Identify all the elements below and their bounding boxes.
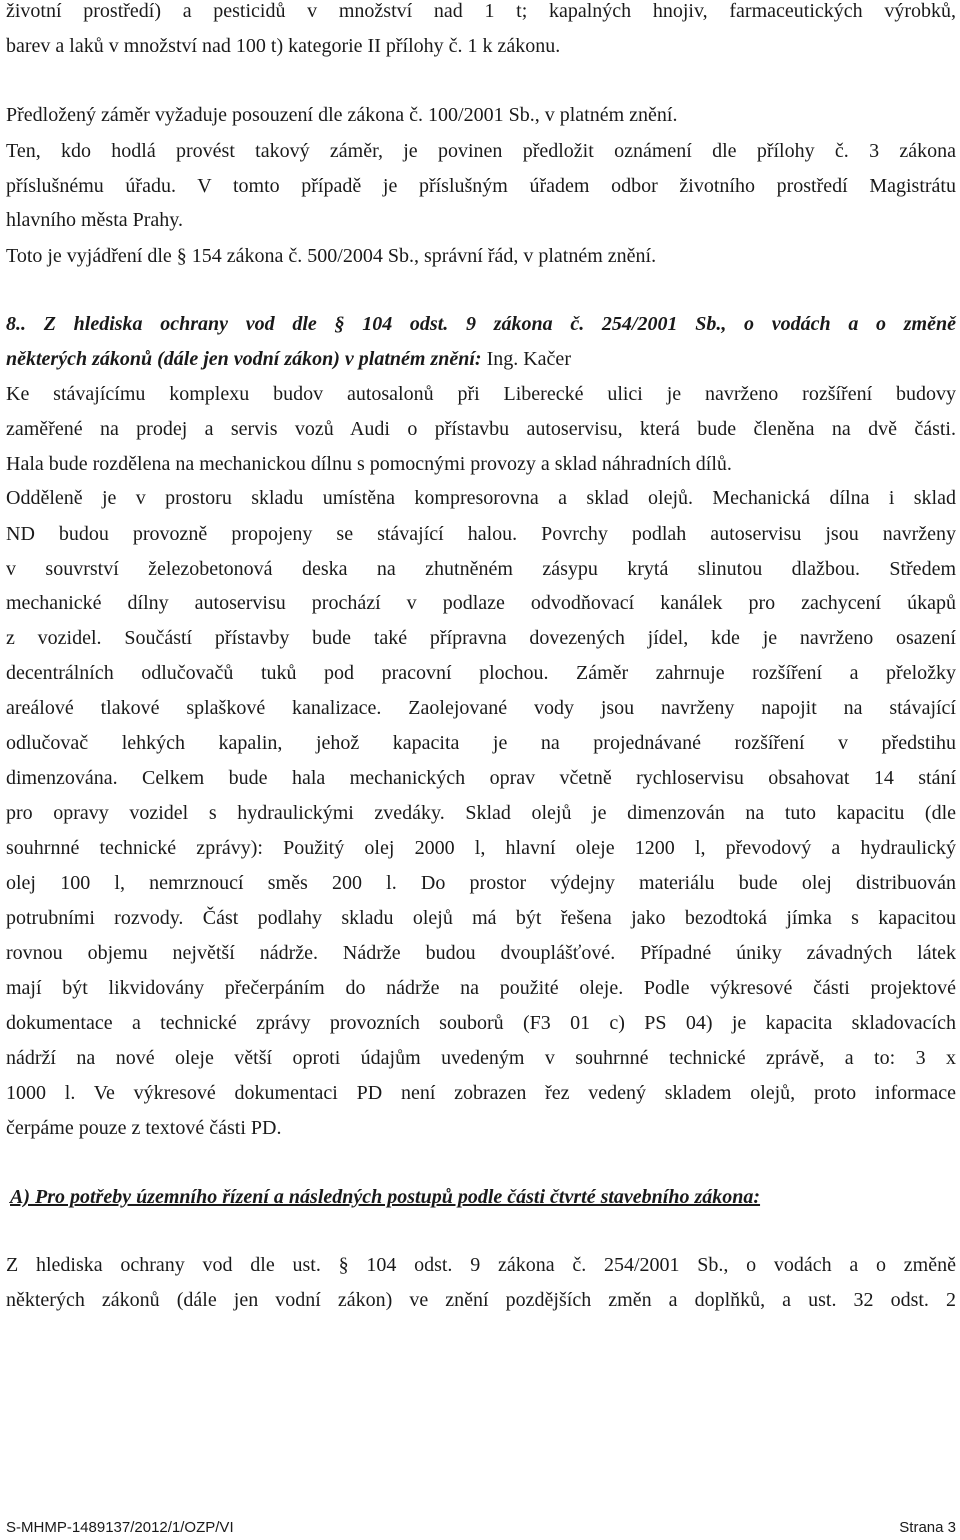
- page-footer: [6, 1519, 956, 1537]
- text-line: rovnou objemu největší nádrže. Nádrže budou dvouplášťové. Případné úniky závadných látek: [6, 942, 956, 964]
- text-line: odlučovač lehkých kapalin, jehož kapacita je na projednávané rozšíření v předstihu: [6, 732, 956, 754]
- section-heading-continued: některých zákonů (dále jen vodní zákon) v platném znění:: [6, 348, 482, 370]
- text-line: čerpáme pouze z textové části PD.: [6, 1117, 282, 1139]
- text-line: hlavního města Prahy.: [6, 209, 184, 231]
- text-line: pro opravy vozidel s hydraulickými zvedáky. Sklad olejů je dimenzován na tuto kapacitu (dle: [6, 802, 956, 824]
- text-line: areálové tlakové splaškové kanalizace. Zaolejované vody jsou navrženy napojit na stávající: [6, 697, 956, 719]
- author-name: Ing. Kačer: [481, 348, 571, 370]
- text-line: mechanické dílny autoservisu prochází v podlaze odvodňovací kanálek pro zachycení úkapů: [6, 592, 956, 614]
- text-line: mají být likvidovány přečerpáním do nádrže na použité oleje. Podle výkresové části projektové: [6, 977, 956, 999]
- text-line: Ke stávajícímu komplexu budov autosalonů při Liberecké ulici je navrženo rozšíření budovy: [6, 383, 956, 405]
- text-line: životní prostředí) a pesticidů v množství nad 1 t; kapalných hnojiv, farmaceutických výrobků,: [6, 0, 956, 22]
- text-line: nádrží na nové oleje větší oproti údajům uvedeným v souhrnné technické zprávě, a to: 3 x: [6, 1047, 956, 1069]
- text-line: dimenzována. Celkem bude hala mechanických oprav včetně rychloservisu obsahovat 14 stání: [6, 767, 956, 789]
- text-line: barev a laků v množství nad 100 t) kategorie II přílohy č. 1 k zákonu.: [6, 35, 561, 57]
- document-reference: S-MHMP-1489137/2012/1/OZP/VI: [6, 1519, 234, 1536]
- text-line: ND budou provozně propojeny se stávající halou. Povrchy podlah autoservisu jsou navrženy: [6, 523, 956, 545]
- text-line: Hala bude rozdělena na mechanickou dílnu s pomocnými provozy a sklad náhradních dílů.: [6, 453, 732, 475]
- section-a-heading: A) Pro potřeby územního řízení a následných postupů podle části čtvrté stavebního zákona:: [10, 1186, 761, 1208]
- text-line: dokumentace a technické zprávy provozních souborů (F3 01 c) PS 04) je kapacita skladovacích: [6, 1012, 956, 1034]
- text-line: Toto je vyjádření dle § 154 zákona č. 500/2004 Sb., správní řád, v platném znění.: [6, 245, 657, 267]
- section-heading-line2: [6, 346, 571, 372]
- text-line: 1000 l. Ve výkresové dokumentaci PD není zobrazen řez vedený skladem olejů, proto informace: [6, 1082, 956, 1104]
- text-line: příslušnému úřadu. V tomto případě je příslušným úřadem odbor životního prostředí Magistrátu: [6, 175, 956, 197]
- text-line: decentrálních odlučovačů tuků pod pracovní plochou. Záměr zahrnuje rozšíření a přeložky: [6, 662, 956, 684]
- text-line: potrubními rozvody. Část podlahy skladu olejů má být řešena jako bezodtoká jímka s kapacitou: [6, 907, 956, 929]
- text-line: v souvrství železobetonová deska na zhutněném zásypu krytá slinutou dlažbou. Středem: [6, 558, 956, 580]
- section-heading: 8.. Z hlediska ochrany vod dle § 104 odst. 9 zákona č. 254/2001 Sb., o vodách a o změně: [6, 313, 956, 335]
- text-line: olej 100 l, nemrznoucí směs 200 l. Do prostor výdejny materiálu bude olej distribuován: [6, 872, 956, 894]
- text-line: Z hlediska ochrany vod dle ust. § 104 odst. 9 zákona č. 254/2001 Sb., o vodách a o změně: [6, 1254, 956, 1276]
- text-line: Ten, kdo hodlá provést takový záměr, je povinen předložit oznámení dle přílohy č. 3 zákona: [6, 140, 956, 162]
- text-line: Předložený záměr vyžaduje posouzení dle zákona č. 100/2001 Sb., v platném znění.: [6, 104, 678, 126]
- text-line: Odděleně je v prostoru skladu umístěna kompresorovna a sklad olejů. Mechanická dílna i sklad: [6, 487, 956, 509]
- text-line: zaměřené na prodej a servis vozů Audi o přístavbu autoservisu, která bude členěna na dvě části.: [6, 418, 956, 440]
- page-number: Strana 3: [899, 1519, 956, 1536]
- text-line: souhrnné technické zprávy): Použitý olej 2000 l, hlavní oleje 1200 l, převodový a hydraulický: [6, 837, 956, 859]
- text-line: některých zákonů (dále jen vodní zákon) ve znění pozdějších změn a doplňků, a ust. 32 odst. 2: [6, 1289, 956, 1311]
- text-line: z vozidel. Součástí přístavby bude také přípravna dovezených jídel, kde je navrženo osazení: [6, 627, 956, 649]
